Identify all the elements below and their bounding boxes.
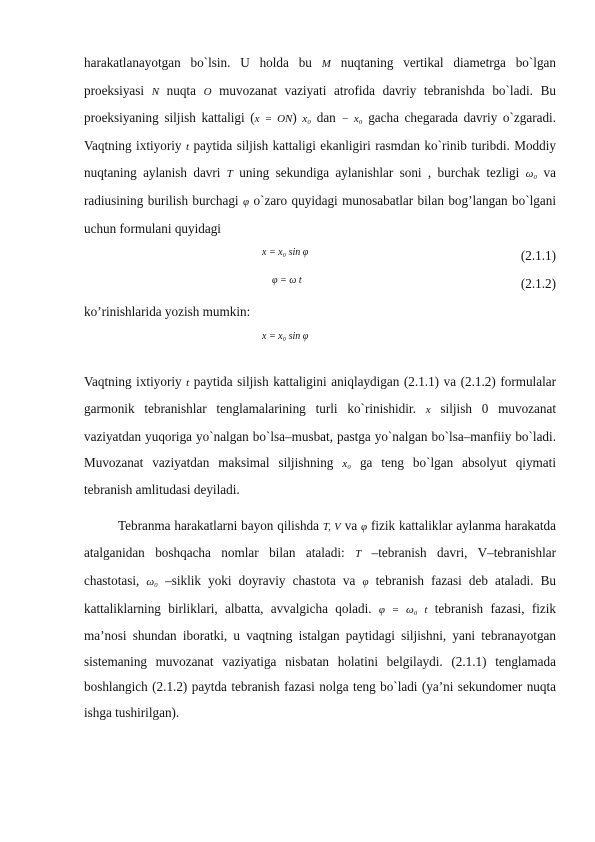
equation-2-1-1 <box>84 243 556 269</box>
equation-number: (2.1.1) <box>520 248 556 264</box>
equation-formula: x = x₀ sin φ <box>262 330 309 342</box>
text-run: Tebranma harakatlarni bayon qilishda <box>118 517 323 533</box>
text-run: tebranish fazasi deb ataladi. Bu kattaliklarning birliklari, albatta, avvalgicha qoladi. <box>84 572 556 616</box>
paragraph-3 <box>84 369 556 503</box>
math-symbol-T: T <box>355 548 362 561</box>
document-body <box>84 50 556 725</box>
spacer <box>84 503 556 513</box>
text-run: gacha chegarada davriy o`zgaradi. Vaqtning ixtiyoriy <box>84 110 556 153</box>
math-symbol-N: N <box>151 85 160 98</box>
text-run: ga teng bo`lgan absolyut qiymati tebranish amlitudasi deyiladi. <box>84 454 556 498</box>
math-phi: φ <box>362 575 369 588</box>
text-run: –siklik yoki doyraviy chastota va <box>158 572 363 588</box>
paragraph-2 <box>84 299 556 325</box>
math-phi-equals-omega0-t: φ = ω₀ t <box>378 603 428 616</box>
text-run: tebranish fazasi, fizik ma’nosi shundan iboratki, u vaqtning istalgan paytidagi siljishni, yani tebranayotgan sistemaning muvozanat vaziyatiga nisbatan holatini belgilaydi. (2.1.1) tenglamada boshlangich (2.1.2) paytda tebranish fazasi nolga teng bo`ladi (ya’ni sekundomer nuqta ishga tushirilgan). <box>84 600 556 720</box>
math-omega0: ω₀ <box>525 168 538 181</box>
math-symbol-O: O <box>203 85 212 98</box>
text-run: va radiusining burilish burchagi <box>84 165 556 208</box>
text-run: va <box>340 517 362 533</box>
text-run: fizik kattaliklar aylanma harakatda atalganidan boshqacha nomlar bilan ataladi: <box>84 517 556 561</box>
math-T-V: T, V <box>322 520 341 533</box>
equation-formula: x = x₀ sin φ <box>262 247 309 259</box>
text-run: paytida siljish kattaligini aniqlaydigan (2.1.1) va (2.1.2) formulalar garmonik tebranishlar tenglamalarining turli ko`rinishidir. <box>84 373 556 417</box>
paragraph-1 <box>84 50 556 241</box>
text-run: o`zaro quyidagi munosabatlar bilan bog’langan bo`lgani uchun formulani quyidagi <box>84 192 556 236</box>
math-symbol-x: x <box>425 404 431 417</box>
paragraph-4 <box>84 513 556 726</box>
text-run: dan <box>311 110 342 126</box>
text-run: harakatlanayotgan bo`lsin. U holda bu <box>84 55 322 70</box>
equation-unnumbered <box>84 327 556 353</box>
text-run: ko’rinishlarida yozish mumkin: <box>84 304 251 320</box>
text-run: nuqtaning vertikal diametrga bo`lgan proeksiyasi <box>84 55 556 98</box>
math-x0: x₀ <box>302 113 312 126</box>
text-run: siljish 0 muvozanat vaziyatdan yuqoriga yo`nalgan bo`lsa–musbat, pastga yo`nalgan bo`lsa–manfiiy bo`ladi. Muvozanat vaziyatdan maksimal siljishning <box>84 401 557 470</box>
equation-formula: φ = ω t <box>272 275 302 287</box>
text-run: paytida siljish kattaligi ekanligiri rasmdan ko`rinib turibdi. Moddiy nuqtaning aylanish davri <box>84 137 557 181</box>
math-symbol-t: t <box>186 376 190 389</box>
math-symbol-M: M <box>321 58 331 70</box>
math-symbol-T: T <box>226 168 233 181</box>
math-x-equals-on: x = ON <box>254 113 293 126</box>
text-run: nuqta <box>159 82 204 98</box>
text-run: –tebranish davri, V–tebranishlar chastotasi, <box>84 545 556 588</box>
spacer <box>84 355 556 369</box>
text-run: ) <box>292 110 303 126</box>
math-symbol-t: t <box>185 140 189 153</box>
equation-number: (2.1.2) <box>520 276 556 292</box>
text-run: muvozanat vaziyati atrofida davriy tebranishda bo`ladi. Bu proeksiyaning siljish kattaligi ( <box>84 82 556 126</box>
math-x0: x₀ <box>342 457 352 470</box>
math-omega0: ω₀ <box>146 575 158 588</box>
text-run: Vaqtning ixtiyoriy <box>84 373 187 389</box>
math-phi: φ <box>242 195 250 208</box>
math-phi: φ <box>361 520 368 533</box>
equation-2-1-2 <box>84 271 556 297</box>
math-minus-x0: − x₀ <box>341 113 363 126</box>
text-run: uning sekundiga aylanishlar soni , burchak tezligi <box>232 165 526 181</box>
